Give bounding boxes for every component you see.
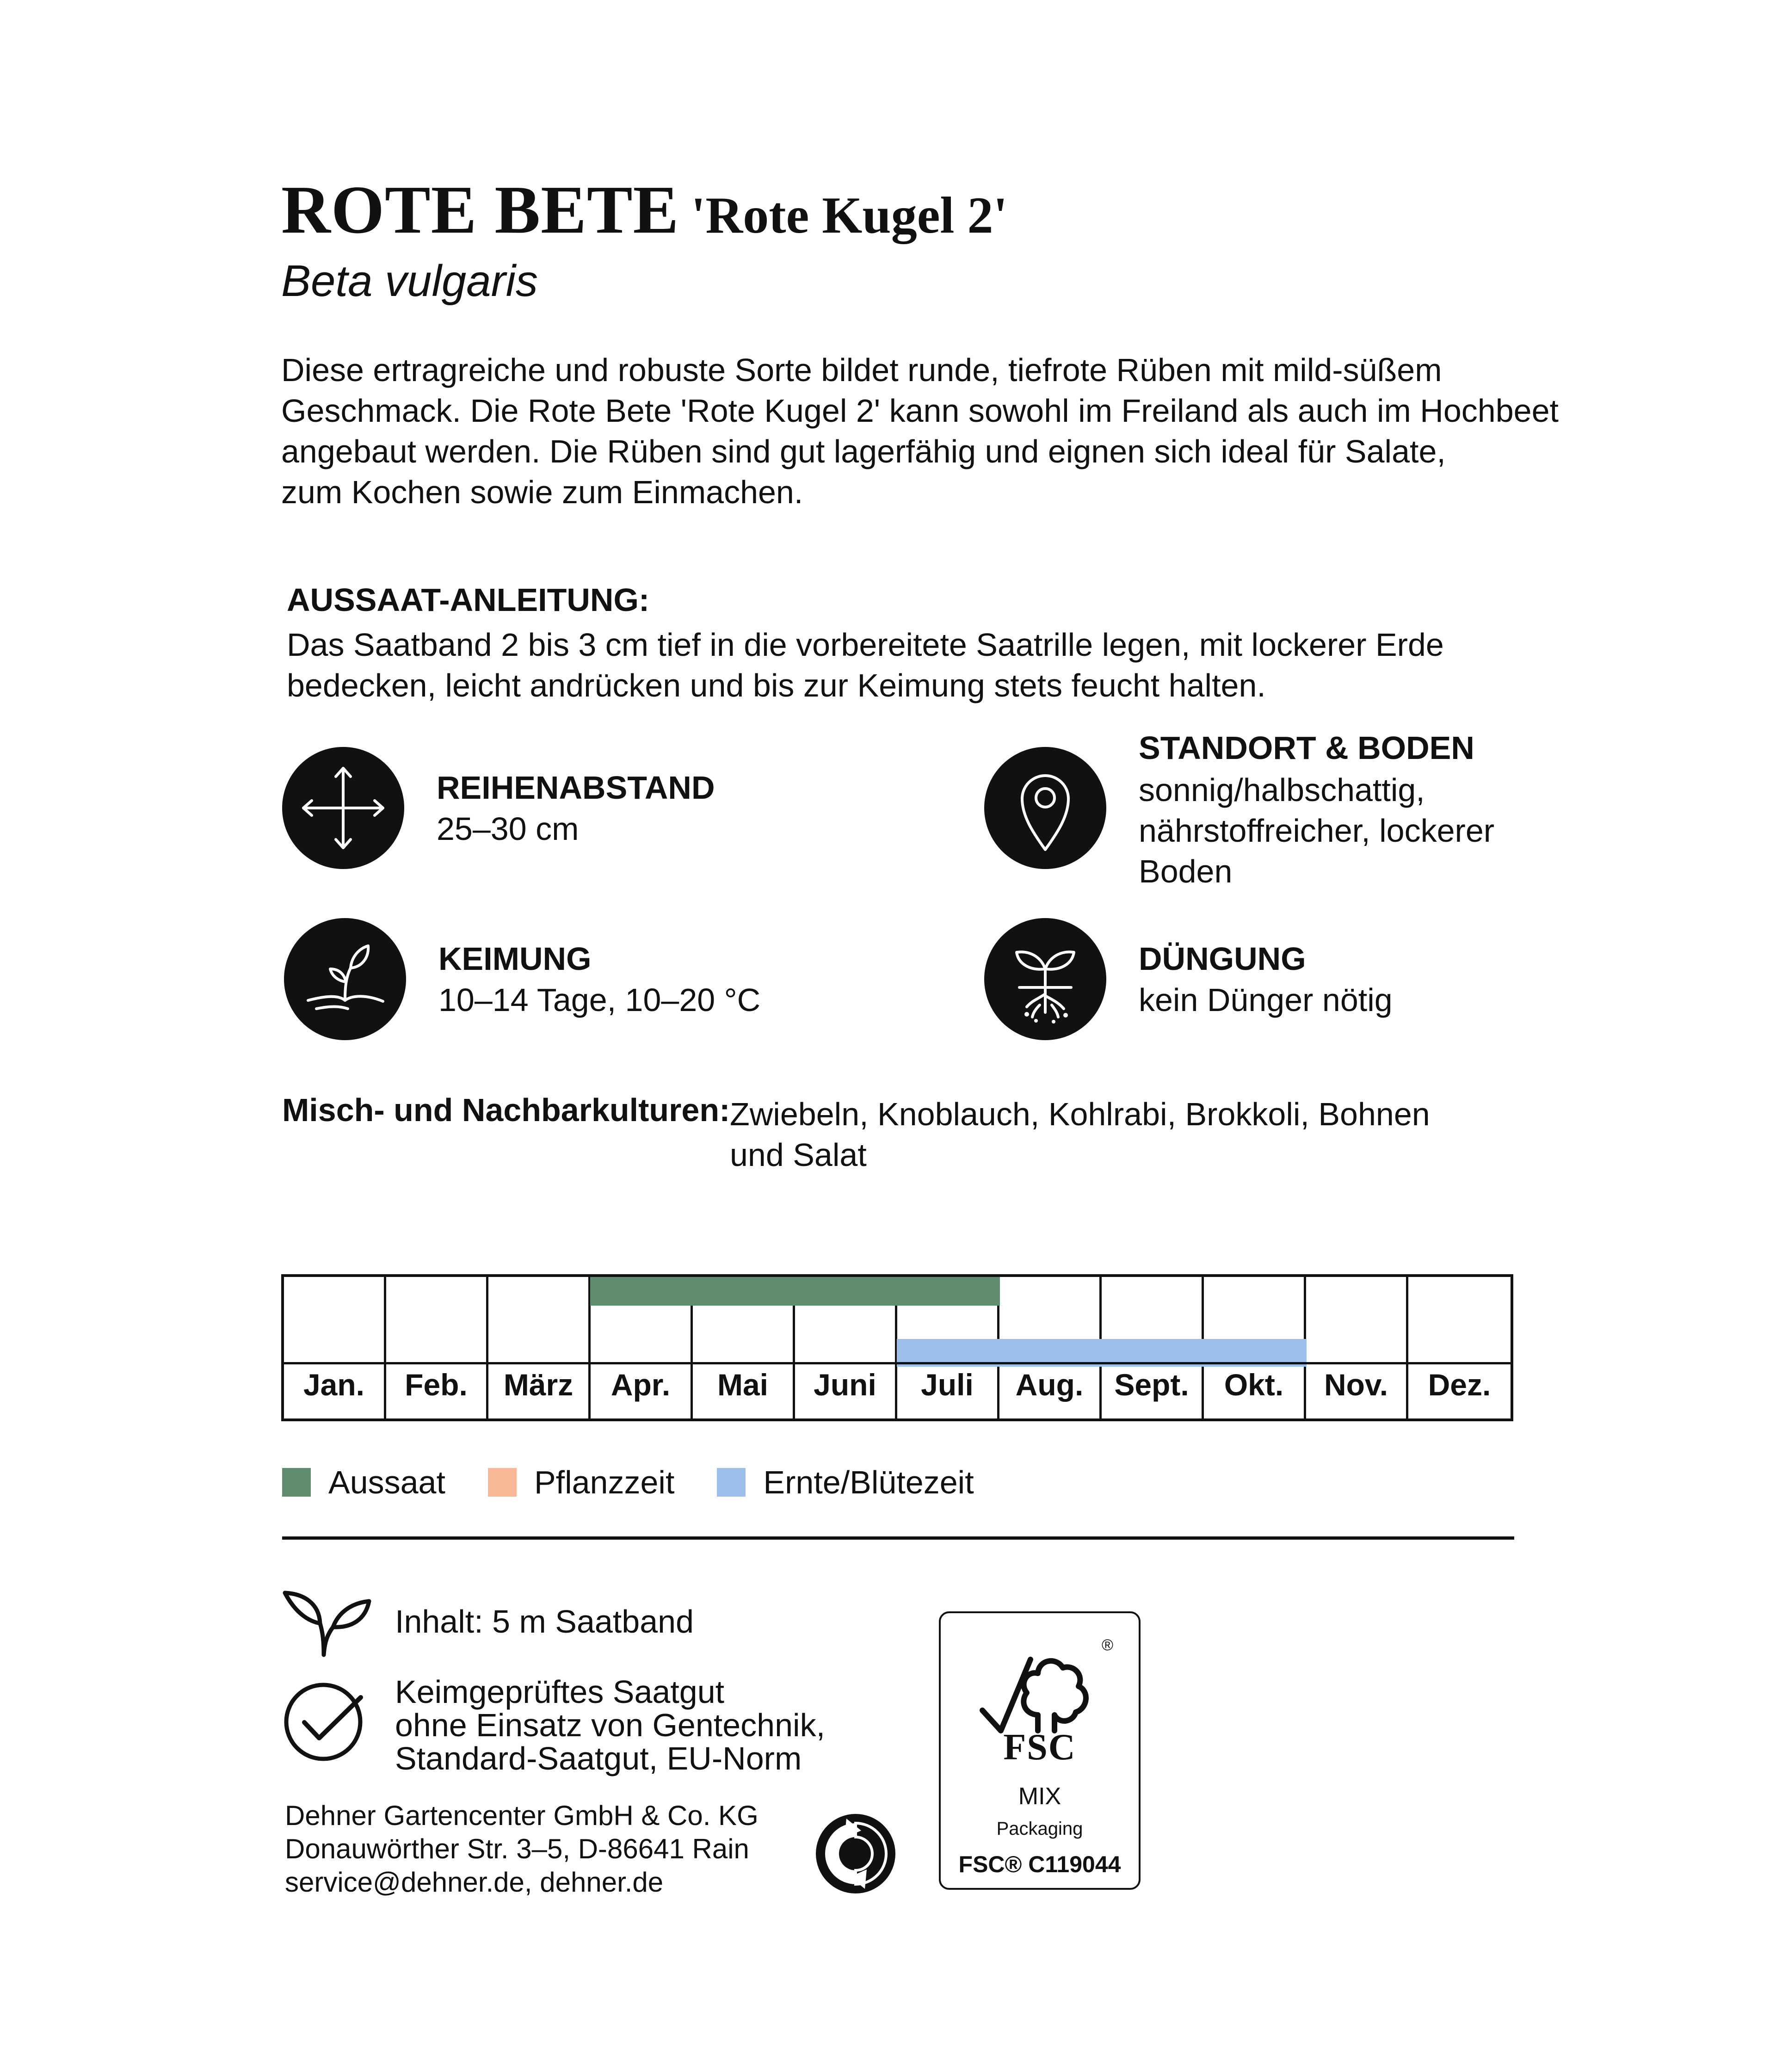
legend-item-harvest (717, 1464, 974, 1501)
sowing-period-bar (692, 1277, 796, 1306)
calendar-grid (284, 1277, 1511, 1418)
location-pin-icon (984, 747, 1106, 869)
calendar-cell (693, 1277, 793, 1362)
legend-label-harvest: Ernte/Blütezeit (763, 1464, 974, 1500)
month-label: Aug. (1015, 1368, 1084, 1402)
legend-label-planting: Pflanzzeit (534, 1464, 675, 1500)
calendar-month-column (795, 1277, 897, 1418)
calendar-cell (591, 1277, 691, 1362)
sowing-heading: AUSSAAT-ANLEITUNG: (287, 582, 650, 618)
calendar-cell (1408, 1277, 1511, 1362)
sprout-icon (284, 918, 406, 1040)
month-label: Feb. (405, 1368, 468, 1402)
description-line: zum Kochen sowie zum Einmachen. (281, 474, 803, 510)
calendar-month-column (591, 1277, 693, 1418)
arrows-cross-icon (282, 747, 404, 869)
sowing-period-bar (795, 1277, 898, 1306)
calendar-cell (488, 1277, 588, 1362)
fertilizer-heading: DÜNGUNG (1139, 941, 1306, 977)
checkmark-circle-icon (279, 1673, 376, 1770)
month-label: Nov. (1324, 1368, 1388, 1402)
month-label: Apr. (610, 1368, 671, 1402)
calendar-cell (386, 1277, 486, 1362)
month-label: Juli (921, 1368, 974, 1402)
plant-roots-icon (984, 918, 1106, 1040)
legend-item-planting (488, 1464, 674, 1501)
calendar-month-column (1204, 1277, 1306, 1418)
month-label: März (503, 1368, 574, 1402)
fsc-mix-label: MIX (1018, 1783, 1061, 1810)
legend-swatch-sowing (282, 1468, 311, 1497)
location-line: Boden (1139, 853, 1233, 889)
company-street: Donauwörther Str. 3–5, D-86641 Rain (285, 1833, 749, 1864)
germination-value: 10–14 Tage, 10–20 °C (438, 982, 761, 1018)
product-name: ROTE BETE (281, 172, 679, 248)
product-title (281, 172, 1008, 248)
calendar-month-column (488, 1277, 591, 1418)
quality-line: Keimgeprüftes Saatgut (395, 1674, 725, 1710)
month-label: Okt. (1224, 1368, 1284, 1402)
svg-text:®: ® (1102, 1636, 1114, 1654)
month-label: Jan. (303, 1368, 365, 1402)
calendar-legend (282, 1464, 1017, 1501)
fsc-license-code: FSC® C119044 (958, 1851, 1121, 1877)
calendar-month-column (386, 1277, 488, 1418)
variety-name: 'Rote Kugel 2' (691, 187, 1008, 244)
sowing-line: Das Saatband 2 bis 3 cm tief in die vorbereitete Saatrille legen, mit lockerer Erde (287, 627, 1444, 663)
companion-label: Misch- und Nachbarkulturen: (282, 1092, 730, 1128)
month-label: Mai (717, 1368, 769, 1402)
calendar-cell (999, 1277, 1099, 1362)
company-name: Dehner Gartencenter GmbH & Co. KG (285, 1800, 758, 1831)
fsc-wordmark: FSC (1003, 1727, 1076, 1768)
divider (282, 1536, 1514, 1540)
germination-heading: KEIMUNG (438, 941, 592, 977)
location-heading: STANDORT & BODEN (1139, 730, 1474, 766)
calendar-cell (284, 1277, 384, 1362)
green-dot-recycling-icon (814, 1812, 897, 1895)
calendar-divider-line (284, 1362, 1511, 1364)
calendar-cell (1102, 1277, 1202, 1362)
location-text (1139, 770, 1494, 892)
calendar-month-column (693, 1277, 795, 1418)
companion-line: und Salat (730, 1137, 867, 1173)
sowing-instructions (287, 624, 1444, 706)
company-contact: service@dehner.de, dehner.de (285, 1867, 664, 1898)
row-spacing-value: 25–30 cm (437, 811, 579, 847)
sowing-period-bar (897, 1277, 1000, 1306)
description-line: angebaut werden. Die Rüben sind gut lagerfähig und eignen sich ideal für Salate, (281, 433, 1446, 469)
leaves-icon (278, 1577, 375, 1674)
description-line: Diese ertragreiche und robuste Sorte bildet runde, tiefrote Rüben mit mild-süßem (281, 352, 1442, 388)
legend-label-sowing: Aussaat (328, 1464, 445, 1500)
row-spacing-heading: REIHENABSTAND (437, 770, 715, 806)
sowing-line: bedecken, leicht andrücken und bis zur Keimung stets feucht halten. (287, 667, 1266, 703)
calendar-cell (1204, 1277, 1304, 1362)
content-info: Inhalt: 5 m Saatband (395, 1603, 694, 1640)
fertilizer-value: kein Dünger nötig (1139, 982, 1393, 1018)
latin-name: Beta vulgaris (281, 256, 538, 306)
calendar-month-column (284, 1277, 386, 1418)
sowing-calendar (281, 1274, 1513, 1421)
legend-item-sowing (282, 1464, 445, 1501)
quality-line: Standard-Saatgut, EU-Norm (395, 1740, 802, 1776)
location-line: nährstoffreicher, lockerer (1139, 813, 1495, 849)
calendar-month-column (1408, 1277, 1511, 1418)
calendar-cell (897, 1277, 997, 1362)
legend-swatch-planting (488, 1468, 517, 1497)
company-address (285, 1799, 758, 1899)
month-label: Sept. (1114, 1368, 1189, 1402)
seed-quality-info (395, 1675, 825, 1775)
calendar-month-column (999, 1277, 1102, 1418)
month-label: Juni (814, 1368, 876, 1402)
location-line: sonnig/halbschattig, (1139, 772, 1425, 808)
companion-crops (730, 1094, 1430, 1175)
month-label: Dez. (1428, 1368, 1491, 1402)
calendar-month-column (897, 1277, 999, 1418)
sowing-period-bar (590, 1277, 693, 1306)
legend-swatch-harvest (717, 1468, 746, 1497)
product-description (281, 350, 1559, 512)
quality-line: ohne Einsatz von Gentechnik, (395, 1707, 826, 1743)
companion-line: Zwiebeln, Knoblauch, Kohlrabi, Brokkoli, Bohnen (730, 1096, 1430, 1132)
calendar-cell (795, 1277, 895, 1362)
calendar-month-column (1306, 1277, 1408, 1418)
fsc-label (939, 1611, 1141, 1890)
description-line: Geschmack. Die Rote Bete 'Rote Kugel 2' kann sowohl im Freiland als auch im Hochbeet (281, 393, 1559, 429)
calendar-month-column (1102, 1277, 1204, 1418)
calendar-cell (1306, 1277, 1406, 1362)
fsc-packaging-label: Packaging (996, 1819, 1083, 1839)
